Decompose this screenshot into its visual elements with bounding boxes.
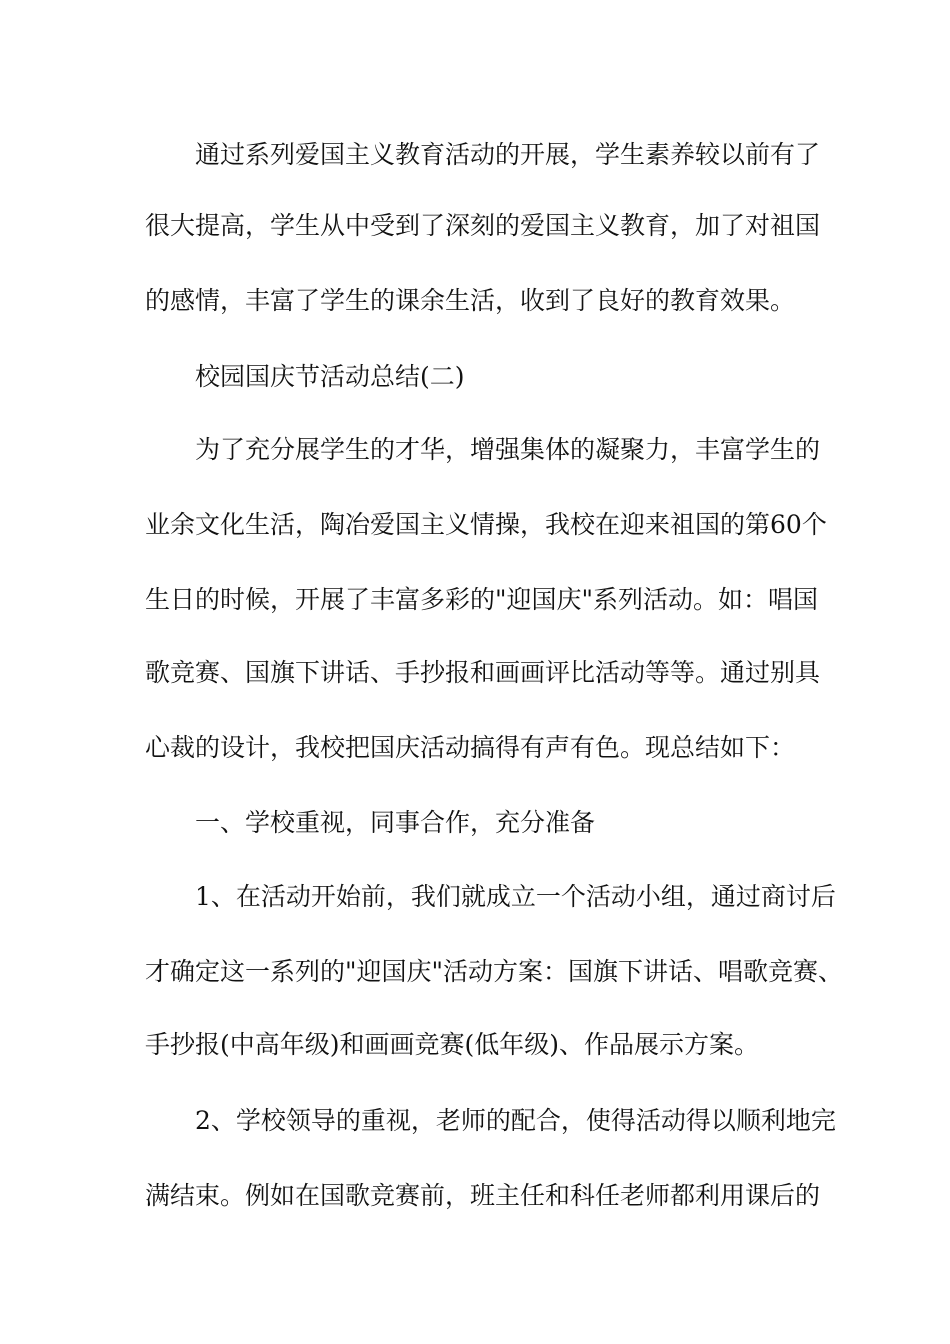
paragraph-line: 业余文化生活，陶冶爱国主义情操，我校在迎来祖国的第60个: [145, 510, 827, 539]
paragraph-line: 歌竞赛、国旗下讲话、手抄报和画画评比活动等等。通过别具: [145, 658, 821, 687]
paragraph-line: 很大提高，学生从中受到了深刻的爱国主义教育，加了对祖国: [145, 211, 821, 240]
paragraph-line: 手抄报(中高年级)和画画竞赛(低年级)、作品展示方案。: [145, 1030, 760, 1059]
paragraph-line: 为了充分展学生的才华，增强集体的凝聚力，丰富学生的: [195, 435, 821, 464]
paragraph-line: 心裁的设计，我校把国庆活动搞得有声有色。现总结如下：: [145, 733, 796, 762]
paragraph-line: 通过系列爱国主义教育活动的开展，学生素养较以前有了: [195, 140, 821, 169]
paragraph-line: 才确定这一系列的"迎国庆"活动方案：国旗下讲话、唱歌竞赛、: [145, 957, 844, 986]
paragraph-line: 2、学校领导的重视，老师的配合，使得活动得以顺利地完: [195, 1106, 836, 1135]
section-heading: 校园国庆节活动总结(二): [195, 362, 465, 391]
paragraph-line: 的感情，丰富了学生的课余生活，收到了良好的教育效果。: [145, 286, 796, 315]
paragraph-line: 满结束。例如在国歌竞赛前，班主任和科任老师都利用课后的: [145, 1181, 821, 1210]
paragraph-line: 生日的时候，开展了丰富多彩的"迎国庆"系列活动。如：唱国: [145, 585, 819, 614]
section-heading: 一、学校重视，同事合作，充分准备: [195, 808, 596, 837]
paragraph-line: 1、在活动开始前，我们就成立一个活动小组，通过商讨后: [195, 882, 836, 911]
